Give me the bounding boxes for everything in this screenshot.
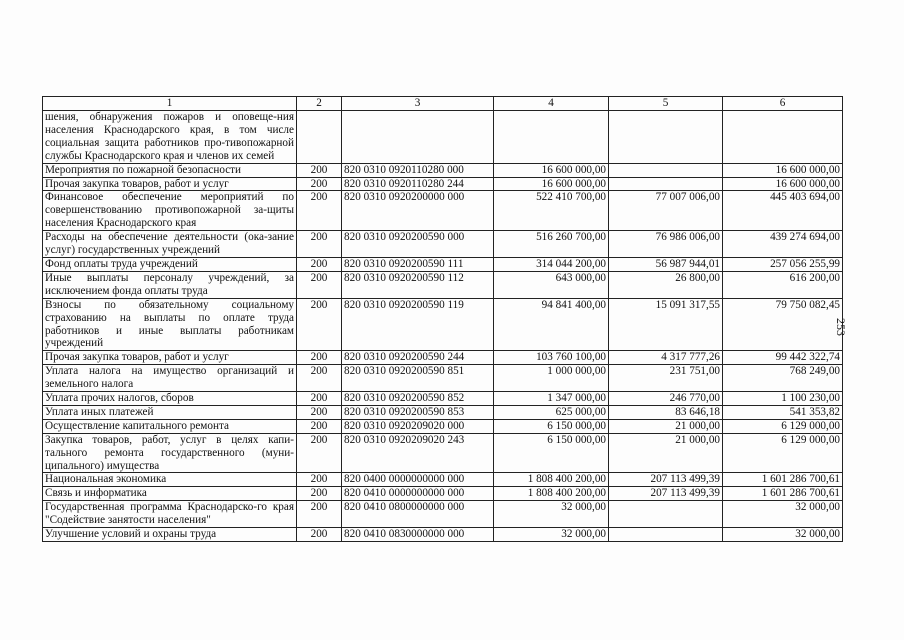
table-row bbox=[43, 257, 843, 271]
cell-classification-code: 820 0310 0920200590 852 bbox=[342, 392, 494, 406]
table-row bbox=[43, 528, 843, 542]
cell-admin-code: 200 bbox=[297, 163, 342, 177]
cell-admin-code: 200 bbox=[297, 405, 342, 419]
cell-classification-code: 820 0410 0830000000 000 bbox=[342, 528, 494, 542]
cell-admin-code: 200 bbox=[297, 177, 342, 191]
cell-admin-code: 200 bbox=[297, 433, 342, 473]
cell-executed-amount: 21 000,00 bbox=[609, 433, 723, 473]
cell-remaining-amount: 32 000,00 bbox=[723, 501, 843, 528]
table-header bbox=[43, 97, 843, 111]
cell-admin-code: 200 bbox=[297, 271, 342, 298]
table-row bbox=[43, 405, 843, 419]
cell-approved-amount: 32 000,00 bbox=[494, 501, 609, 528]
cell-approved-amount: 516 260 700,00 bbox=[494, 231, 609, 258]
cell-classification-code: 820 0310 0920110280 000 bbox=[342, 163, 494, 177]
table-row bbox=[43, 433, 843, 473]
cell-approved-amount bbox=[494, 111, 609, 164]
cell-approved-amount: 16 600 000,00 bbox=[494, 177, 609, 191]
cell-name: Национальная экономика bbox=[43, 473, 297, 487]
cell-classification-code bbox=[342, 111, 494, 164]
table-row bbox=[43, 392, 843, 406]
cell-executed-amount: 83 646,18 bbox=[609, 405, 723, 419]
cell-admin-code: 200 bbox=[297, 528, 342, 542]
cell-executed-amount: 231 751,00 bbox=[609, 365, 723, 392]
header-row bbox=[43, 97, 843, 111]
table-row bbox=[43, 501, 843, 528]
table-row bbox=[43, 365, 843, 392]
cell-remaining-amount bbox=[723, 111, 843, 164]
cell-name: Взносы по обязательному социальному страхованию на выплаты по оплате труда работников и иные выплаты работникам учреждений bbox=[43, 298, 297, 351]
cell-name: Прочая закупка товаров, работ и услуг bbox=[43, 351, 297, 365]
cell-classification-code: 820 0310 0920200590 000 bbox=[342, 231, 494, 258]
table-row bbox=[43, 298, 843, 351]
cell-remaining-amount: 16 600 000,00 bbox=[723, 177, 843, 191]
cell-admin-code: 200 bbox=[297, 191, 342, 231]
cell-classification-code: 820 0310 0920200590 112 bbox=[342, 271, 494, 298]
cell-approved-amount: 314 044 200,00 bbox=[494, 257, 609, 271]
cell-classification-code: 820 0310 0920209020 000 bbox=[342, 419, 494, 433]
table-body bbox=[43, 111, 843, 542]
cell-executed-amount: 4 317 777,26 bbox=[609, 351, 723, 365]
page-number: 253 bbox=[834, 318, 848, 336]
cell-name: шения, обнаружения пожаров и оповеще-ния населения Краснодарского края, в том числе социальная защита работников про-тивопожарной службы Краснодарского края и членов их семей bbox=[43, 111, 297, 164]
cell-executed-amount bbox=[609, 111, 723, 164]
cell-executed-amount bbox=[609, 528, 723, 542]
table-row bbox=[43, 231, 843, 258]
cell-admin-code bbox=[297, 111, 342, 164]
cell-executed-amount: 21 000,00 bbox=[609, 419, 723, 433]
table-row bbox=[43, 271, 843, 298]
cell-name: Прочая закупка товаров, работ и услуг bbox=[43, 177, 297, 191]
cell-executed-amount bbox=[609, 163, 723, 177]
cell-remaining-amount: 16 600 000,00 bbox=[723, 163, 843, 177]
cell-remaining-amount: 32 000,00 bbox=[723, 528, 843, 542]
table-row bbox=[43, 177, 843, 191]
cell-classification-code: 820 0310 0920110280 244 bbox=[342, 177, 494, 191]
cell-executed-amount: 56 987 944,01 bbox=[609, 257, 723, 271]
cell-name: Государственная программа Краснодарско-го края "Содействие занятости населения" bbox=[43, 501, 297, 528]
cell-admin-code: 200 bbox=[297, 231, 342, 258]
cell-approved-amount: 1 000 000,00 bbox=[494, 365, 609, 392]
table-row bbox=[43, 473, 843, 487]
cell-classification-code: 820 0310 0920200000 000 bbox=[342, 191, 494, 231]
header-col-2: 2 bbox=[297, 97, 342, 111]
cell-approved-amount: 103 760 100,00 bbox=[494, 351, 609, 365]
cell-admin-code: 200 bbox=[297, 351, 342, 365]
budget-table bbox=[42, 96, 843, 542]
cell-classification-code: 820 0410 0800000000 000 bbox=[342, 501, 494, 528]
table-row bbox=[43, 487, 843, 501]
cell-name: Мероприятия по пожарной безопасности bbox=[43, 163, 297, 177]
cell-name: Фонд оплаты труда учреждений bbox=[43, 257, 297, 271]
cell-approved-amount: 94 841 400,00 bbox=[494, 298, 609, 351]
cell-executed-amount bbox=[609, 177, 723, 191]
cell-remaining-amount: 6 129 000,00 bbox=[723, 419, 843, 433]
cell-admin-code: 200 bbox=[297, 392, 342, 406]
cell-classification-code: 820 0410 0000000000 000 bbox=[342, 487, 494, 501]
table-row bbox=[43, 111, 843, 164]
cell-name: Закупка товаров, работ, услуг в целях капи-тального ремонта государственного (муни-ципального) имущества bbox=[43, 433, 297, 473]
header-col-5: 5 bbox=[609, 97, 723, 111]
cell-approved-amount: 1 808 400 200,00 bbox=[494, 473, 609, 487]
cell-remaining-amount: 541 353,82 bbox=[723, 405, 843, 419]
table-row bbox=[43, 419, 843, 433]
cell-remaining-amount: 1 601 286 700,61 bbox=[723, 473, 843, 487]
cell-executed-amount: 207 113 499,39 bbox=[609, 487, 723, 501]
cell-executed-amount: 77 007 006,00 bbox=[609, 191, 723, 231]
cell-remaining-amount: 445 403 694,00 bbox=[723, 191, 843, 231]
cell-name: Уплата прочих налогов, сборов bbox=[43, 392, 297, 406]
cell-name: Иные выплаты персоналу учреждений, за исключением фонда оплаты труда bbox=[43, 271, 297, 298]
cell-classification-code: 820 0400 0000000000 000 bbox=[342, 473, 494, 487]
cell-executed-amount: 15 091 317,55 bbox=[609, 298, 723, 351]
cell-remaining-amount: 768 249,00 bbox=[723, 365, 843, 392]
table-row bbox=[43, 351, 843, 365]
cell-approved-amount: 1 347 000,00 bbox=[494, 392, 609, 406]
cell-remaining-amount: 257 056 255,99 bbox=[723, 257, 843, 271]
cell-admin-code: 200 bbox=[297, 501, 342, 528]
cell-classification-code: 820 0310 0920200590 111 bbox=[342, 257, 494, 271]
cell-remaining-amount: 1 601 286 700,61 bbox=[723, 487, 843, 501]
cell-admin-code: 200 bbox=[297, 257, 342, 271]
header-col-3: 3 bbox=[342, 97, 494, 111]
cell-name: Расходы на обеспечение деятельности (ока-зание услуг) государственных учреждений bbox=[43, 231, 297, 258]
cell-approved-amount: 6 150 000,00 bbox=[494, 419, 609, 433]
cell-classification-code: 820 0310 0920200590 853 bbox=[342, 405, 494, 419]
cell-name: Осуществление капитального ремонта bbox=[43, 419, 297, 433]
cell-executed-amount: 246 770,00 bbox=[609, 392, 723, 406]
cell-approved-amount: 1 808 400 200,00 bbox=[494, 487, 609, 501]
cell-classification-code: 820 0310 0920200590 244 bbox=[342, 351, 494, 365]
cell-name: Улучшение условий и охраны труда bbox=[43, 528, 297, 542]
cell-classification-code: 820 0310 0920209020 243 bbox=[342, 433, 494, 473]
cell-remaining-amount: 99 442 322,74 bbox=[723, 351, 843, 365]
header-col-6: 6 bbox=[723, 97, 843, 111]
header-col-1: 1 bbox=[43, 97, 297, 111]
cell-name: Финансовое обеспечение мероприятий по совершенствованию противопожарной за-щиты населения Краснодарского края bbox=[43, 191, 297, 231]
cell-executed-amount bbox=[609, 501, 723, 528]
cell-remaining-amount: 6 129 000,00 bbox=[723, 433, 843, 473]
cell-approved-amount: 625 000,00 bbox=[494, 405, 609, 419]
cell-admin-code: 200 bbox=[297, 419, 342, 433]
cell-classification-code: 820 0310 0920200590 119 bbox=[342, 298, 494, 351]
table-row bbox=[43, 163, 843, 177]
cell-executed-amount: 207 113 499,39 bbox=[609, 473, 723, 487]
cell-admin-code: 200 bbox=[297, 473, 342, 487]
cell-executed-amount: 26 800,00 bbox=[609, 271, 723, 298]
header-col-4: 4 bbox=[494, 97, 609, 111]
cell-name: Уплата иных платежей bbox=[43, 405, 297, 419]
cell-classification-code: 820 0310 0920200590 851 bbox=[342, 365, 494, 392]
cell-approved-amount: 6 150 000,00 bbox=[494, 433, 609, 473]
cell-remaining-amount: 616 200,00 bbox=[723, 271, 843, 298]
cell-admin-code: 200 bbox=[297, 487, 342, 501]
cell-approved-amount: 522 410 700,00 bbox=[494, 191, 609, 231]
cell-name: Уплата налога на имущество организаций и земельного налога bbox=[43, 365, 297, 392]
cell-name: Связь и информатика bbox=[43, 487, 297, 501]
cell-remaining-amount: 439 274 694,00 bbox=[723, 231, 843, 258]
cell-admin-code: 200 bbox=[297, 365, 342, 392]
table-row bbox=[43, 191, 843, 231]
cell-admin-code: 200 bbox=[297, 298, 342, 351]
cell-approved-amount: 16 600 000,00 bbox=[494, 163, 609, 177]
cell-remaining-amount: 79 750 082,45 bbox=[723, 298, 843, 351]
cell-executed-amount: 76 986 006,00 bbox=[609, 231, 723, 258]
cell-approved-amount: 32 000,00 bbox=[494, 528, 609, 542]
cell-approved-amount: 643 000,00 bbox=[494, 271, 609, 298]
cell-remaining-amount: 1 100 230,00 bbox=[723, 392, 843, 406]
